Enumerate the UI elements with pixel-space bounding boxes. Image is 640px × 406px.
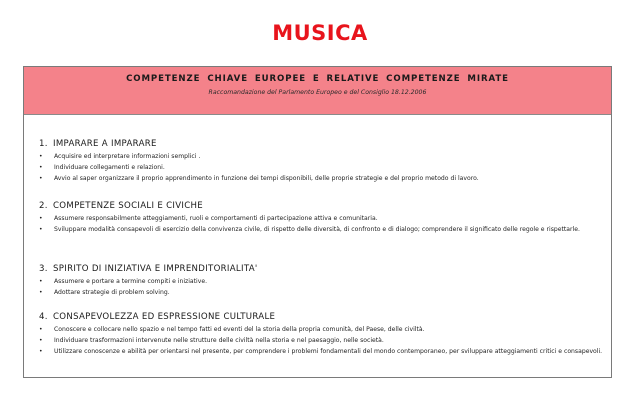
section-consapevolezza-culturale	[39, 312, 607, 357]
list-item: • Assumere e portare a termine compiti e iniziative.	[39, 276, 607, 287]
section-title	[39, 312, 607, 324]
section-title	[39, 201, 607, 213]
list-item: • Acquisire ed interpretare informazioni semplici .	[39, 151, 607, 162]
section-number: 3.	[39, 264, 48, 274]
section-number: 2.	[39, 201, 48, 211]
list-item: • Adottare strategie di problem solving.	[39, 287, 607, 298]
bullet-list	[39, 324, 607, 357]
header-title: COMPETENZE CHIAVE EUROPEE E RELATIVE COMPETENZE MIRATE	[126, 74, 509, 84]
section-title-text: SPIRITO DI INIZIATIVA E IMPRENDITORIALITA'	[53, 264, 258, 274]
section-title-text: IMPARARE A IMPARARE	[53, 139, 157, 149]
section-title-text: COMPETENZE SOCIALI E CIVICHE	[53, 201, 204, 211]
table-header	[24, 67, 611, 115]
section-spirito-di-iniziativa	[39, 264, 607, 298]
page-title: MUSICA	[272, 21, 368, 45]
section-title	[39, 264, 607, 276]
section-competenze-sociali	[39, 201, 607, 235]
section-title	[39, 139, 607, 151]
bullet-list	[39, 213, 607, 235]
list-item: • Individuare collegamenti e relazioni.	[39, 162, 607, 173]
bullet-list	[39, 151, 607, 184]
section-number: 1.	[39, 139, 48, 149]
section-title-text: CONSAPEVOLEZZA ED ESPRESSIONE CULTURALE	[53, 312, 276, 322]
list-item: • Utilizzare conoscenze e abilità per orientarsi nel presente, per comprendere i problemi fondamentali del mondo contemporaneo, per sviluppare atteggiamenti critici e consapevoli.	[39, 346, 607, 357]
section-number: 4.	[39, 312, 48, 322]
section-imparare-a-imparare	[39, 139, 607, 184]
header-subtitle: Raccomandazione del Parlamento Europeo e del Consiglio 18.12.2006	[208, 89, 427, 96]
list-item: • Assumere responsabilmente atteggiamenti, ruoli e comportamenti di partecipazione attiva e comunitaria.	[39, 213, 607, 224]
list-item: • Sviluppare modalità consapevoli di esercizio della convivenza civile, di rispetto delle diversità, di confronto e di dialogo; comprendere il significato delle regole e rispettarle.	[39, 224, 607, 235]
competences-table	[23, 66, 612, 378]
list-item: • Conoscere e collocare nello spazio e nel tempo fatti ed eventi del la storia della propria comunità, del Paese, delle civiltà.	[39, 324, 607, 335]
list-item: • Individuare trasformazioni intervenute nelle strutture delle civiltà nella storia e nel paesaggio, nelle società.	[39, 335, 607, 346]
bullet-list	[39, 276, 607, 298]
list-item: • Avvio al saper organizzare il proprio apprendimento in funzione dei tempi disponibili, delle proprie strategie e del proprio metodo di lavoro.	[39, 173, 607, 184]
